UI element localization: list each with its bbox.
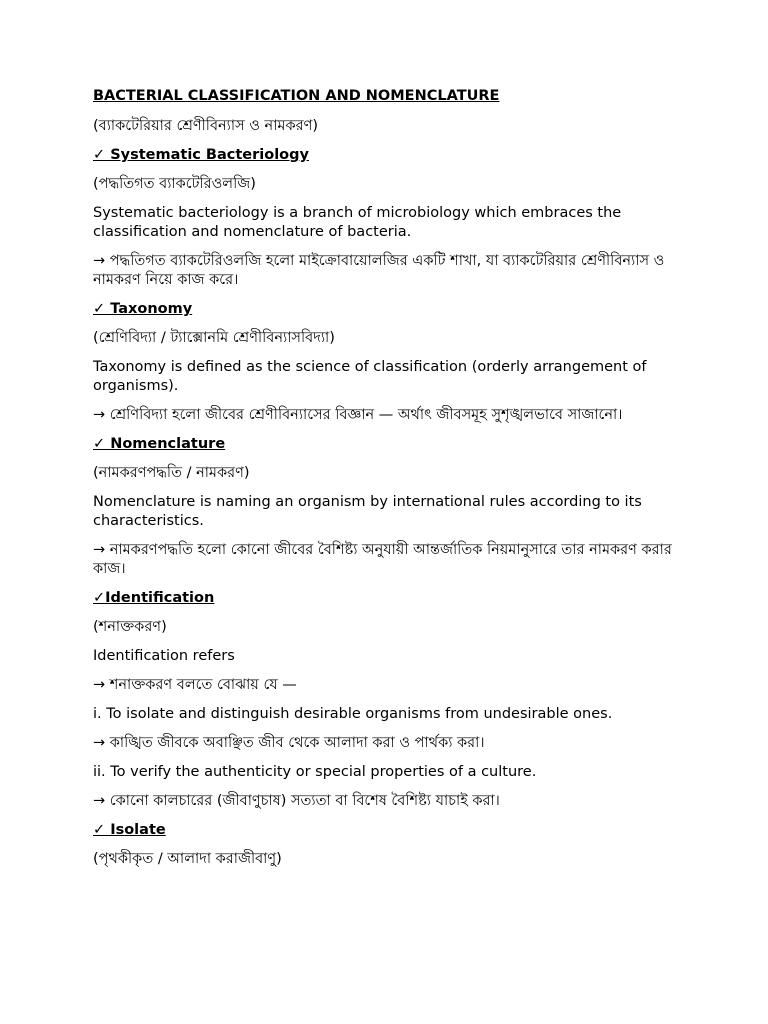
section-heading-text: ✓Identification	[93, 590, 215, 606]
section-heading-isolate	[93, 821, 708, 840]
paragraph-bengali: → নামকরণপদ্ধতি হলো কোনো জীবের বৈশিষ্ট্য অনুযায়ী আন্তর্জাতিক নিয়মানুসারে তার নামকরণ করার কাজ।	[93, 542, 672, 577]
list-item-english: i. To isolate and distinguish desirable organisms from undesirable ones.	[93, 706, 613, 722]
section-heading-bengali: (পৃথকীকৃত / আলাদা করাজীবাণু)	[93, 851, 282, 867]
section-heading-text: ✓ Taxonomy	[93, 301, 193, 317]
section-heading-identification	[93, 589, 708, 608]
document-title: BACTERIAL CLASSIFICATION AND NOMENCLATURE	[93, 88, 500, 104]
paragraph-english: Systematic bacteriology is a branch of microbiology which embraces the classification and nomenclature of bacteria.	[93, 205, 622, 240]
section-heading-text: ✓ Systematic Bacteriology	[93, 147, 309, 163]
section-heading-bengali: (পদ্ধতিগত ব্যাকটেরিওলজি)	[93, 176, 256, 192]
section-heading-bengali: (নামকরণপদ্ধতি / নামকরণ)	[93, 465, 250, 481]
section-heading-bengali: (শ্রেণিবিদ্যা / ট্যাক্সোনমি শ্রেণীবিন্যাসবিদ্যা)	[93, 330, 335, 346]
list-item-bengali: → কাঙ্খিত জীবকে অবাঞ্ছিত জীব থেকে আলাদা করা ও পার্থক্য করা।	[93, 735, 485, 751]
list-item-bengali: → কোনো কালচারের (জীবাণুচাষ) সত্যতা বা বিশেষ বৈশিষ্ট্য যাচাই করা।	[93, 793, 500, 809]
paragraph-english: Identification refers	[93, 648, 235, 664]
section-heading-taxonomy	[93, 300, 708, 319]
paragraph-bengali: → শনাক্তকরণ বলতে বোঝায় যে —	[93, 677, 297, 693]
section-heading-systematic-bacteriology	[93, 146, 708, 165]
section-heading-text: ✓ Isolate	[93, 822, 166, 838]
section-heading-text: ✓ Nomenclature	[93, 436, 226, 452]
paragraph-bengali: → পদ্ধতিগত ব্যাকটেরিওলজি হলো মাইক্রোবায়োলজির একটি শাখা, যা ব্যাকটেরিয়ার শ্রেণীবিন্যাস ও নামকরণ নিয়ে কাজ করে।	[93, 253, 665, 288]
list-item-english: ii. To verify the authenticity or special properties of a culture.	[93, 764, 537, 780]
section-heading-nomenclature	[93, 435, 708, 454]
paragraph-english: Taxonomy is defined as the science of classification (orderly arrangement of organisms).	[93, 359, 647, 394]
document-title-bengali: (ব্যাকটেরিয়ার শ্রেণীবিন্যাস ও নামকরণ)	[93, 118, 319, 134]
section-heading-bengali: (শনাক্তকরণ)	[93, 619, 167, 635]
paragraph-english: Nomenclature is naming an organism by international rules according to its characteristics.	[93, 494, 642, 529]
paragraph-bengali: → শ্রেণিবিদ্যা হলো জীবের শ্রেণীবিন্যাসের বিজ্ঞান — অর্থাৎ জীবসমূহ সুশৃঙ্খলভাবে সাজানো।	[93, 407, 623, 423]
